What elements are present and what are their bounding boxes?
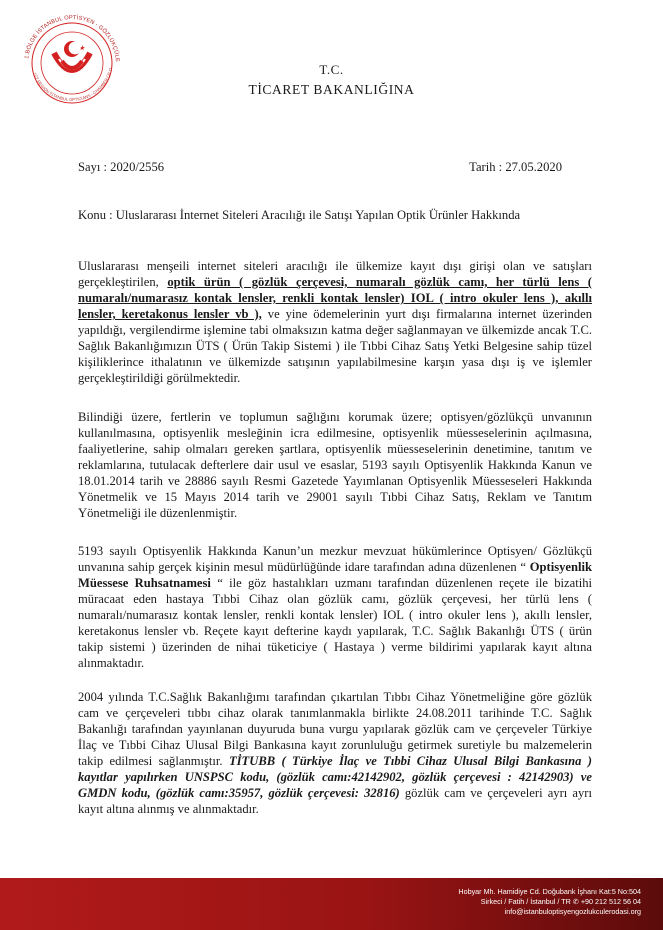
document-meta: [78, 160, 562, 175]
header-ministry: TİCARET BAKANLIĞINA: [248, 82, 415, 97]
paragraph-3-text-end: “ ile göz hastalıkları uzmanı tarafından düzenlenen reçete ile bizatihi müracaat eden hastaya Tıbbi Cihaz olan gözlük camı, gözlük çerçevesi, her türlü lens ( numaralı/numarasız kontak lensler, renkli kontak lensler) IOL ( intro okuler lens ), akıllı lensler, keretakonus lensler vb. Reçete kayıt defterine kaydı yapılarak, T.C. Sağlık Bakanlığı ÜTS ( ürün takip sistemi ) üzerinden de nihai tüketiciye ( Hastaya ) verme bildirimi yapılarak kayıt altına alınmaktadır.: [78, 576, 592, 670]
paragraph-3-emphasis: Optisyenlik Müessese Ruhsatnamesi: [78, 560, 592, 590]
logo-ring-text-top: 1.BÖLGE İSTANBUL OPTİSYEN - GÖZLÜKÇÜLE: [24, 14, 121, 63]
reference-number: Sayı : 2020/2556: [78, 160, 165, 174]
header-tc: T.C.: [319, 62, 344, 77]
letter-header: [0, 62, 663, 98]
paragraph-1-text-end: ve yine ödemelerinin yurt dışı firmalarına internet üzerinden yapıldığı, vergilendirme işlemine tabi olmaksızın katma değer sağlanmayan ve ülkemizde ancak T.C. Sağlık Bakanlığımızın ÜTS ( Ürün Takip Sistemi ) ile Tıbbi Cihaz Satış Yetki Belgesine sahip tüzel kişiliklerince ithalatının ve ülkemizde satışının yapılabilmesine karşın yasa dışı iş ve işlemler gerçekleştirildiği görülmektedir.: [78, 307, 592, 385]
document-date: Tarih : 27.05.2020: [469, 160, 562, 174]
paragraph-1-emphasis: optik ürün ( gözlük çerçevesi, numaralı gözlük camı, her türlü lens ( numaralı/numarasız kontak lensler, renkli kontak lensler) IOL ( intro okuler lens ), akıllı lensler, keretakonus lensler vb ),: [78, 275, 592, 321]
subject-line: Konu : Uluslararası İnternet Siteleri Aracılığı ile Satışı Yapılan Optik Ürünler Hakkında: [78, 208, 521, 222]
footer-address-line: Hobyar Mh. Hamidiye Cd. Doğubank İşhanı Kat:5 No:504: [458, 887, 641, 896]
paragraph-2: [78, 409, 592, 521]
paragraph-4: [78, 689, 592, 817]
paragraph-1: [78, 258, 592, 386]
paragraph-4-emphasis: TİTUBB ( Türkiye İlaç ve Tıbbi Cihaz Ulusal Bilgi Bankasına ) kayıtlar yapılırken UNSPSC kodu, (gözlük camı:42142902, gözlük çerçevesi : 42142903) ve GMDN kodu, (gözlük camı:35957, gözlük çerçevesi: 32816): [78, 754, 593, 800]
logo-ring-text-bottom: 1ST REGION İSTANBUL OPTICIANS - CHAMBER OF O: [32, 67, 114, 103]
footer-band: [0, 878, 663, 930]
paragraph-3-text: 5193 sayılı Optisyenlik Hakkında Kanun’un mezkur mevzuat hükümlerince Optisyen/ Gözlükçü unvanına sahip gerçek kişinin mesul müdürlüğünde idare tarafından adına düzenlenen “: [78, 544, 592, 574]
footer-email-line: info@istanbuloptisyengozlukculerodasi.org: [504, 907, 641, 916]
footer-address: [458, 887, 641, 917]
paragraph-4-text: 2004 yılında T.C.Sağlık Bakanlığımı tarafından çıkartılan Tıbbı Cihaz Yönetmeliğine göre gözlük cam ve çerçeveleri tıbbı cihaz olarak tanımlanmakla birlikte 24.08.2011 tarihinde T.C. Sağlık Bakanlığı tarafından yayınlanan duyuruda buna vurgu yapılarak gözlük cam ve çerçeveler Türkiye İlaç ve Tıbbi Cihaz Ulusal Bilgi Bankasına kayıt zorunluluğu getirmek suretiyle bu malzemelerin takip edilmesi sağlanmıştır.: [78, 690, 592, 768]
paragraph-3: [78, 543, 592, 671]
paragraph-4-text-end: gözlük cam ve çerçeveleri ayrı ayrı kayıt altına alınmış ve alınmaktadır.: [78, 786, 592, 816]
paragraph-1-text: Uluslararası menşeili internet siteleri aracılığı ile ülkemize kayıt dışı girişi olan ve satışları gerçekleştirilen,: [78, 259, 592, 289]
footer-phone-line: Sirkeci / Fatih / İstanbul / TR ✆ +90 212 512 56 04: [480, 897, 641, 906]
paragraph-2-text: Bilindiği üzere, fertlerin ve toplumun sağlığını korumak üzere; optisyen/gözlükçü unvanının kullanılmasına, optisyenlik mesleğinin icra edilmesine, optisyenlik müesseselerinin açılmasına, faaliyetlerine, sahip olmaları gereken şartlara, optisyenlik müesseselerinin denetimine, tanıtım ve reklamlarına, tutulacak defterlere dair usul ve esaslar, 5193 sayılı Optisyenlik Hakkında Kanun ve 18.01.2014 tarih ve 28886 sayılı Resmi Gazetede Yayımlanan Optisyenlik Müesseseleri Hakkında Yönetmelik ve 15 Mayıs 2014 tarih ve 29001 sayılı Tıbbi Cihaz Satış, Reklam ve Tanıtım Yönetmeliği ile düzenlenmiştir.: [78, 410, 592, 520]
